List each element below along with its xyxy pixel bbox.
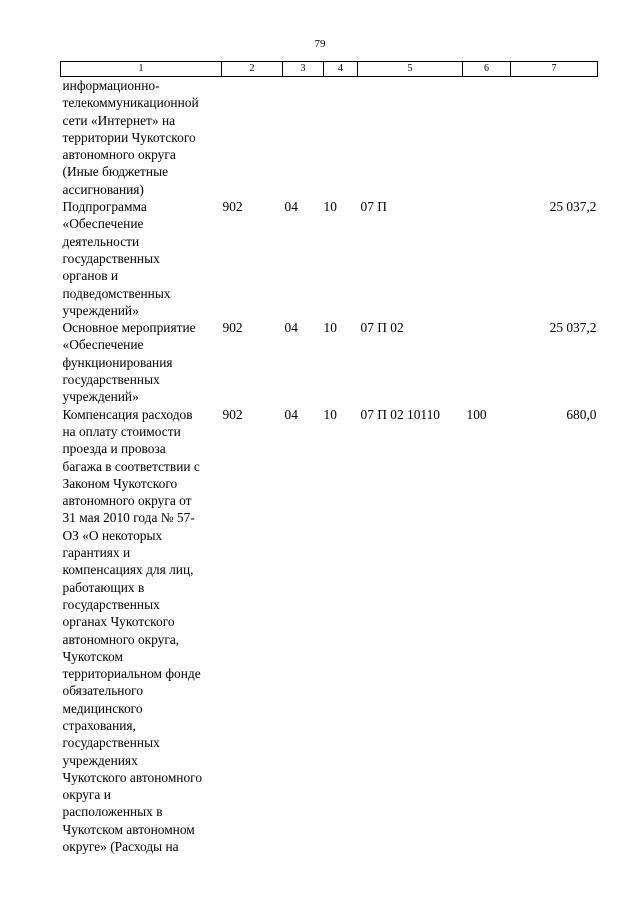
row-name-line: на оплату стоимости <box>62 423 181 439</box>
row-name-line: функционирования <box>62 354 173 370</box>
column-header-1: 1 <box>61 62 222 77</box>
amount: 25 037,2 <box>549 320 597 336</box>
table-body <box>61 77 598 856</box>
row-name-line: ОЗ «О некоторых <box>62 527 163 543</box>
row-name-line: учреждений» <box>62 389 139 405</box>
row-name-line: багажа в соответствии с <box>62 458 200 474</box>
subsection-code: 10 <box>323 199 337 215</box>
row-name-line: Чукотском <box>62 648 123 664</box>
row-name-line: автономного округа <box>62 147 176 163</box>
table-row <box>61 406 598 856</box>
row-name-line: государственных <box>62 372 160 388</box>
section-code: 04 <box>284 199 298 215</box>
row-name-line: государственных <box>62 250 160 266</box>
section-code: 04 <box>284 406 298 422</box>
column-header-4: 4 <box>324 62 358 77</box>
row-name-line: автономного округа, <box>62 631 180 647</box>
row-name-line: телекоммуникационной <box>62 95 199 111</box>
row-name-line: органах Чукотского <box>62 614 175 630</box>
subsection-code: 10 <box>323 320 337 336</box>
row-name-line: учреждений» <box>62 302 139 318</box>
row-name-line: гарантиях и <box>62 545 131 561</box>
expense-type-code <box>463 198 511 319</box>
amount <box>511 77 598 199</box>
row-name-line: обязательного <box>62 683 144 699</box>
column-header-3: 3 <box>283 62 324 77</box>
row-name-line: Чукотском автономном <box>62 821 195 837</box>
row-name-line: (Иные бюджетные <box>62 164 169 180</box>
row-name-line: «Обеспечение <box>62 337 144 353</box>
row-name <box>61 406 222 856</box>
row-name-line: округа и <box>62 787 111 803</box>
section-code <box>283 77 324 199</box>
row-name-line: компенсациях для лиц, <box>62 562 194 578</box>
target-article-code: 07 П <box>360 199 387 215</box>
row-name-line: государственных <box>62 735 160 751</box>
row-name-line: медицинского <box>62 700 143 716</box>
row-name <box>61 198 222 319</box>
row-name-line: автономного округа от <box>62 493 192 509</box>
target-article-code: 07 П 02 <box>360 320 404 336</box>
amount: 680,0 <box>566 406 597 422</box>
row-name-line: страхования, <box>62 717 136 733</box>
row-name-line: Подпрограмма <box>62 199 147 215</box>
row-name-line: учреждениях <box>62 752 138 768</box>
expense-type-code <box>463 319 511 405</box>
grbs-code: 902 <box>222 406 243 422</box>
expense-type-code <box>463 77 511 199</box>
row-name-line: сети «Интернет» на <box>62 112 176 128</box>
row-name-line: деятельности <box>62 233 140 249</box>
row-name-line: ассигнования) <box>62 181 144 197</box>
target-article-code: 07 П 02 10110 <box>360 406 440 422</box>
row-name-line: Чукотского автономного <box>62 769 203 785</box>
row-name-line: территории Чукотского <box>62 129 196 145</box>
section-code: 04 <box>284 320 298 336</box>
amount: 25 037,2 <box>549 199 597 215</box>
expense-type-code: 100 <box>466 406 487 422</box>
column-header-5: 5 <box>358 62 463 77</box>
row-name-line: территориальном фонде <box>62 666 201 682</box>
row-name-line: государственных <box>62 596 160 612</box>
grbs-code <box>222 77 283 199</box>
row-name <box>61 77 222 199</box>
grbs-code: 902 <box>222 199 243 215</box>
column-header-6: 6 <box>463 62 511 77</box>
row-name-line: Компенсация расходов <box>62 406 193 422</box>
grbs-code: 902 <box>222 320 243 336</box>
subsection-code: 10 <box>323 406 337 422</box>
row-name-line: подведомственных <box>62 285 171 301</box>
row-name-line: органов и <box>62 268 119 284</box>
budget-table <box>60 61 598 855</box>
row-name-line: 31 мая 2010 года № 57- <box>62 510 195 526</box>
row-name <box>61 319 222 405</box>
table-row <box>61 319 598 405</box>
column-header-7: 7 <box>511 62 598 77</box>
row-name-line: округе» (Расходы на <box>62 839 179 855</box>
row-name-line: информационно- <box>62 78 160 93</box>
row-name-line: проезда и провоза <box>62 441 166 457</box>
table-row <box>61 198 598 319</box>
row-name-line: «Обеспечение <box>62 216 144 232</box>
subsection-code <box>324 77 358 199</box>
row-name-line: расположенных в <box>62 804 163 820</box>
row-name-line: работающих в <box>62 579 145 595</box>
target-article-code <box>358 77 463 199</box>
table-row <box>61 77 598 199</box>
row-name-line: Основное мероприятие <box>62 320 196 336</box>
table-header-row <box>61 62 598 77</box>
column-header-2: 2 <box>222 62 283 77</box>
row-name-line: Законом Чукотского <box>62 475 178 491</box>
page-number: 79 <box>314 38 326 50</box>
